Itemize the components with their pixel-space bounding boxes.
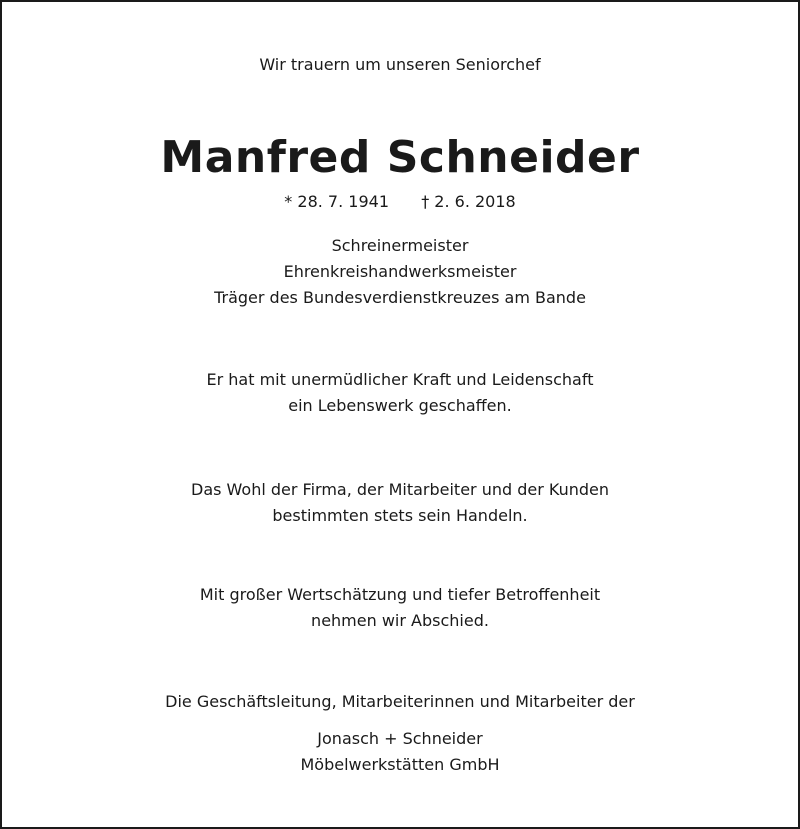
tribute-paragraph-3 xyxy=(2,582,798,634)
title-line: Träger des Bundesverdienstkreuzes am Bande xyxy=(214,288,586,307)
intro-text: Wir trauern um unseren Seniorchef xyxy=(259,55,541,74)
birth-symbol: * xyxy=(284,192,293,211)
company-line: Jonasch + Schneider xyxy=(317,729,483,748)
tribute-paragraph-1 xyxy=(2,367,798,419)
paragraph-line: ein Lebenswerk geschaffen. xyxy=(288,396,512,415)
paragraph-line: Das Wohl der Firma, der Mitarbeiter und der Kunden xyxy=(191,480,609,499)
title-line: Schreinermeister xyxy=(331,236,469,255)
paragraph-line: Mit großer Wertschätzung und tiefer Betroffenheit xyxy=(199,585,601,604)
death-symbol: † xyxy=(421,192,430,211)
paragraph-line: Er hat mit unermüdlicher Kraft und Leidenschaft xyxy=(206,370,594,389)
death-date: 2. 6. 2018 xyxy=(434,192,516,211)
signature-line: Die Geschäftsleitung, Mitarbeiterinnen und Mitarbeiter der xyxy=(165,692,635,711)
birth-date: 28. 7. 1941 xyxy=(297,192,389,211)
title-line: Ehrenkreishandwerksmeister xyxy=(283,262,517,281)
paragraph-line: bestimmten stets sein Handeln. xyxy=(272,506,528,525)
paragraph-line: nehmen wir Abschied. xyxy=(311,611,489,630)
honorary-titles xyxy=(2,233,798,311)
company-line: Möbelwerkstätten GmbH xyxy=(300,755,500,774)
tribute-paragraph-2 xyxy=(2,477,798,529)
company-name xyxy=(2,726,798,778)
life-dates xyxy=(2,189,798,215)
deceased-name: Manfred Schneider xyxy=(160,132,640,183)
